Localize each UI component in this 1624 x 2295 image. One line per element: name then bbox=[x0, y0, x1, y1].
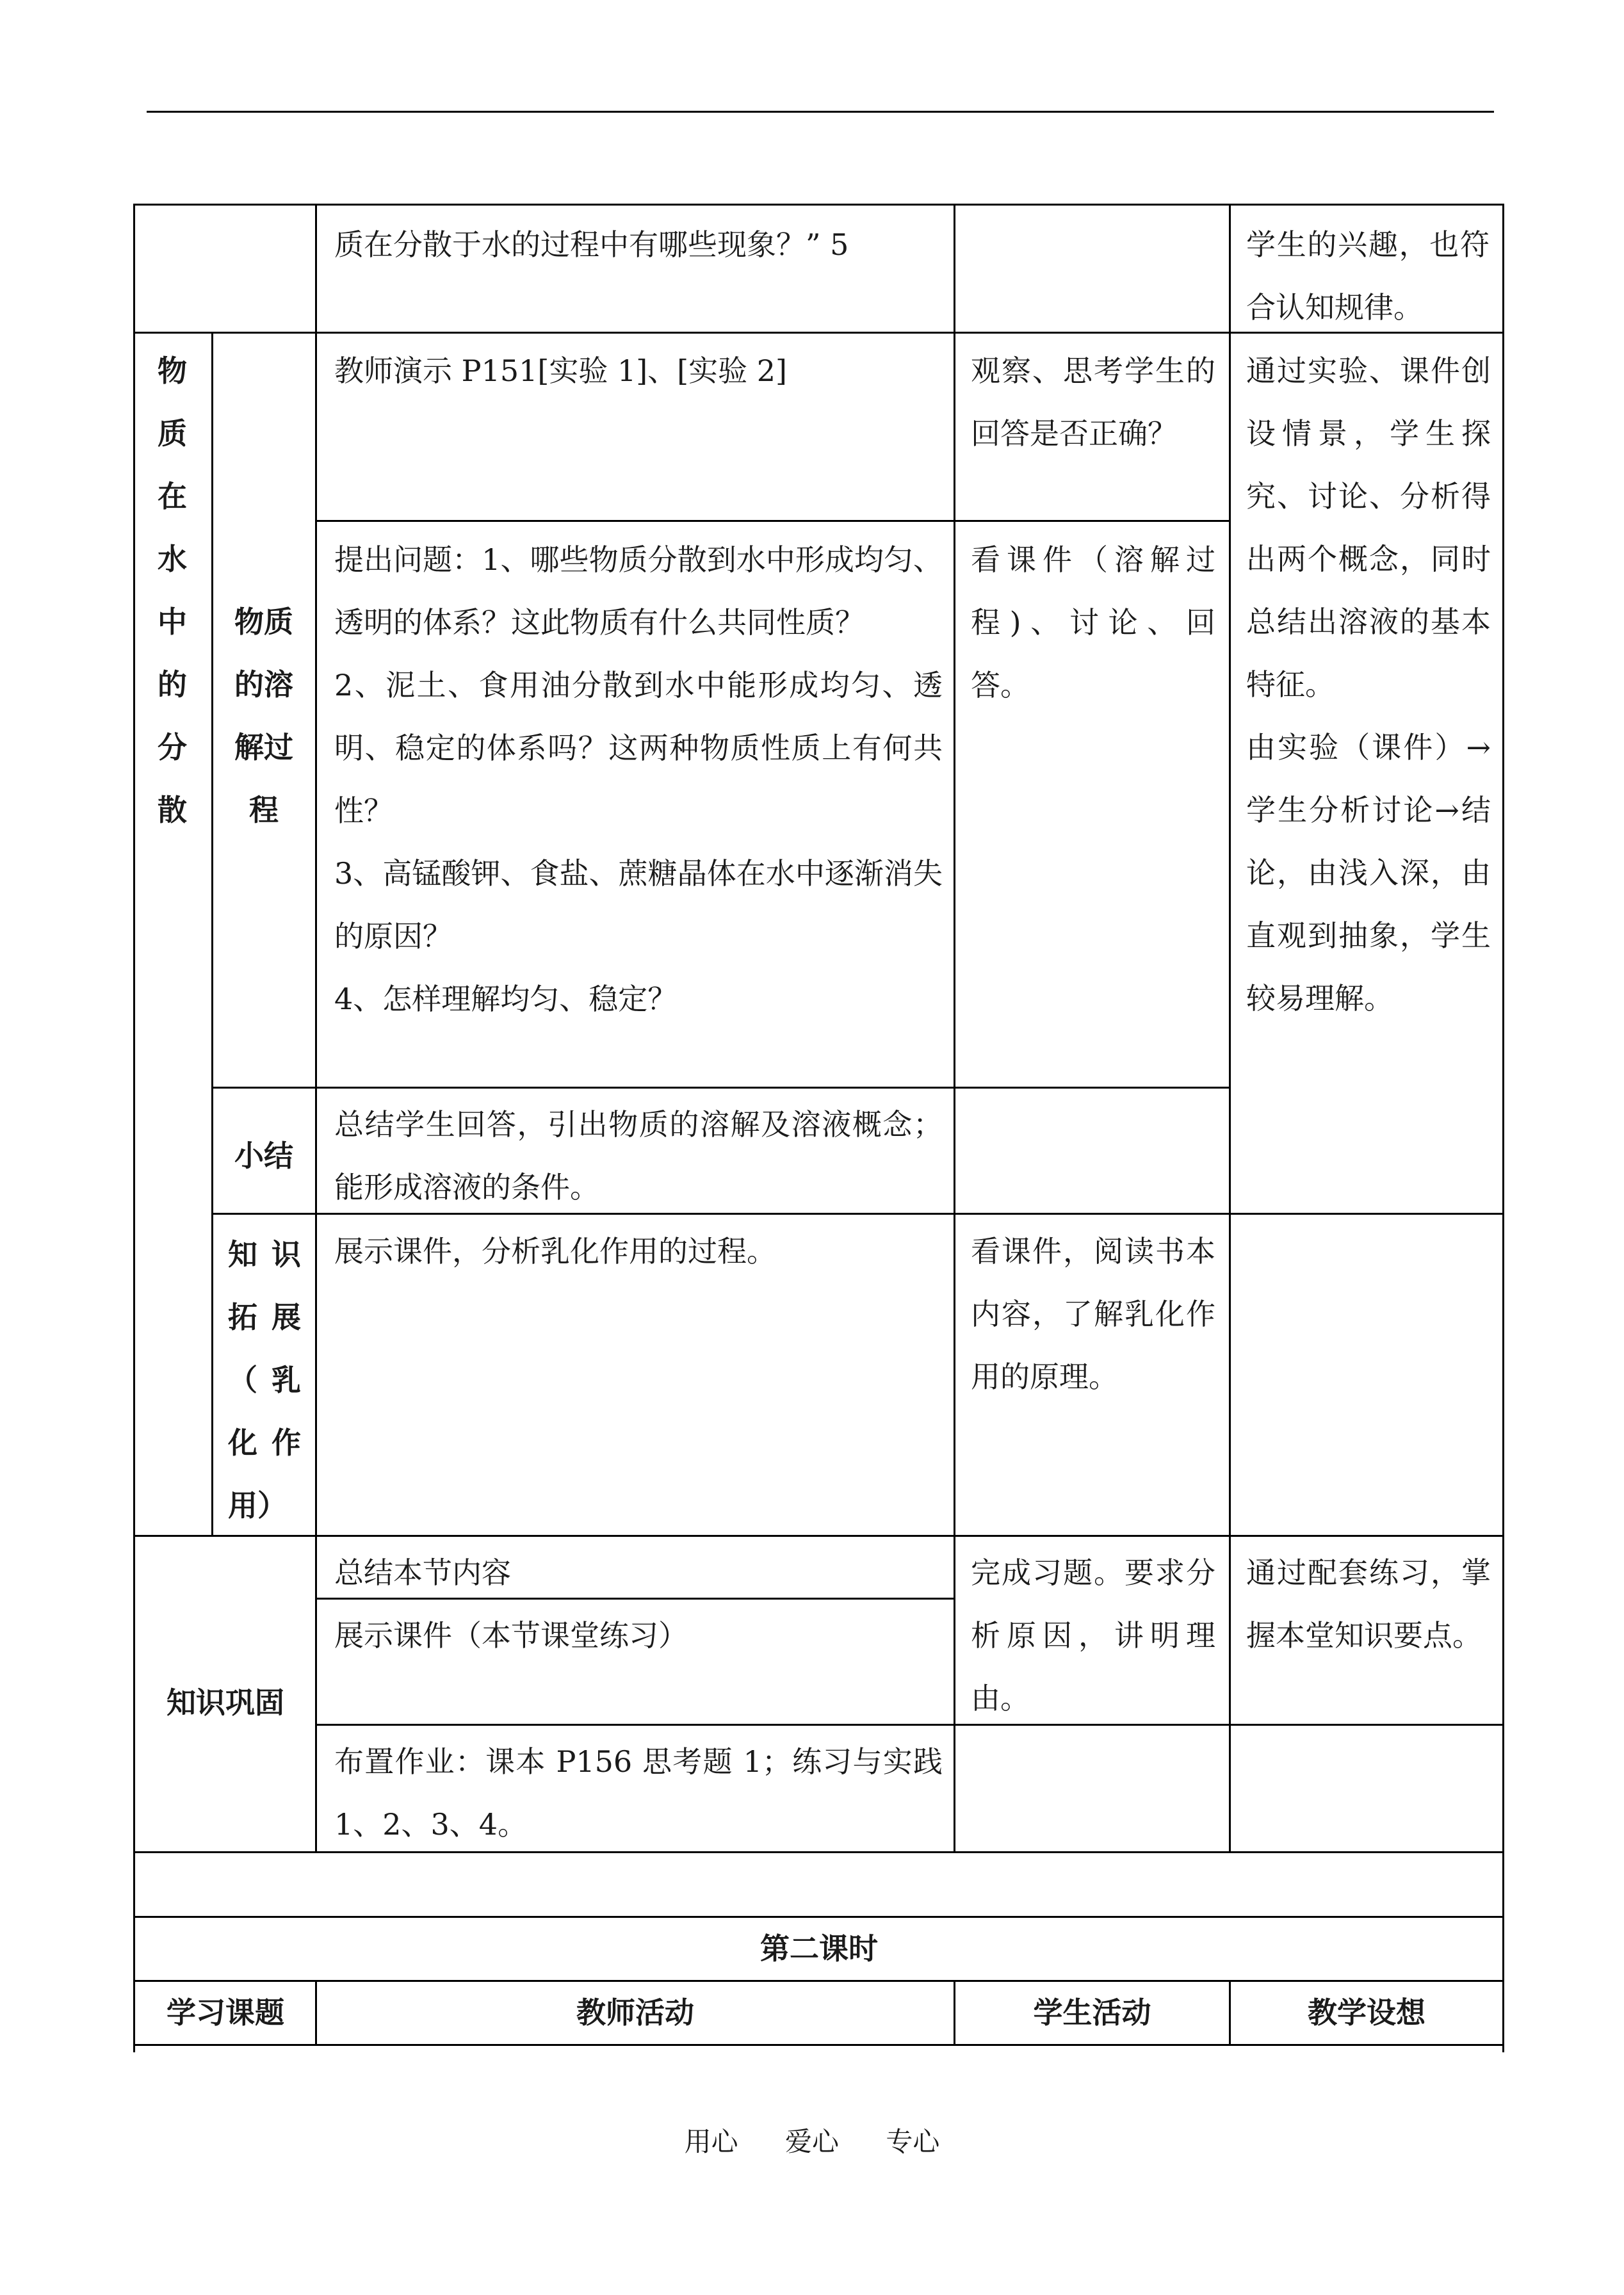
sub-label-dissolve: 物质的溶解过程 bbox=[234, 604, 293, 827]
section-label-vertical: 物 质 在 水 中 的 分 散 bbox=[158, 353, 187, 827]
r1-design-text: 学生的兴趣，也符合认知规律。 bbox=[1246, 227, 1490, 325]
r3-question-2: 2、泥土、食用油分散到水中能形成均匀、透明、稳定的体系吗？这两种物质性质上有何共性？ bbox=[334, 668, 943, 828]
header-teaching-idea: 教学设想 bbox=[1308, 1995, 1425, 2030]
header-topic: 学习课题 bbox=[166, 1995, 284, 2030]
footer-word-3: 专心 bbox=[886, 2126, 940, 2157]
r1-teacher-text: 质在分散于水的过程中有哪些现象？” 5 bbox=[334, 227, 849, 262]
consolidate-teacher-1: 总结本节内容 bbox=[334, 1555, 511, 1590]
header-teacher-activity: 教师活动 bbox=[576, 1995, 694, 2030]
r3-design-block bbox=[1246, 339, 1491, 1030]
footer-word-2: 爱心 bbox=[784, 2126, 839, 2157]
header-rule bbox=[147, 111, 1494, 113]
consolidate-design: 通过配套练习，掌握本堂知识要点。 bbox=[1246, 1555, 1491, 1653]
consolidate-teacher-2: 展示课件（本节课堂练习） bbox=[334, 1618, 688, 1653]
r5-student-text: 看课件，阅读书本内容，了解乳化作用的原理。 bbox=[971, 1234, 1215, 1394]
r3-question-1: 提出问题：1、哪些物质分散到水中形成均匀、透明的体系？这此物质有什么共同性质？ bbox=[334, 542, 943, 640]
r3-question-3: 3、高锰酸钾、食盐、蔗糖晶体在水中逐渐消失的原因？ bbox=[334, 856, 943, 953]
footer-word-1: 用心 bbox=[684, 2126, 738, 2157]
second-lesson-title: 第二课时 bbox=[760, 1931, 878, 1966]
sub-label-summary: 小结 bbox=[234, 1139, 293, 1173]
r3-design-1: 通过实验、课件创设情景，学生探究、讨论、分析得出两个概念，同时总结出溶液的基本特征。 bbox=[1246, 353, 1491, 702]
r3-design-2: 由实验（课件）→学生分析讨论→结论，由浅入深，由直观到抽象，学生较易理解。 bbox=[1246, 730, 1491, 1016]
r3-student-text: 看课件（溶解过程)、讨论、回答。 bbox=[971, 542, 1215, 702]
r2-student-text: 观察、思考学生的回答是否正确？ bbox=[971, 353, 1215, 451]
consolidate-label: 知识巩固 bbox=[166, 1685, 284, 1720]
page-footer bbox=[0, 2121, 1624, 2159]
sub-label-extension: 知识拓展（乳化作用） bbox=[228, 1237, 301, 1523]
consolidate-homework: 布置作业：课本 P156 思考题 1；练习与实践 1、2、3、4。 bbox=[334, 1744, 943, 1842]
header-student-activity: 学生活动 bbox=[1033, 1995, 1151, 2030]
r4-teacher-text: 总结学生回答，引出物质的溶解及溶液概念；能形成溶液的条件。 bbox=[334, 1107, 943, 1204]
consolidate-student: 完成习题。要求分析原因，讲明理由。 bbox=[971, 1555, 1215, 1715]
r3-question-4: 4、怎样理解均匀、稳定？ bbox=[334, 982, 678, 1016]
r2-teacher-text: 教师演示 P151[实验 1]、[实验 2] bbox=[334, 353, 787, 388]
r3-teacher-block bbox=[334, 528, 943, 1030]
r5-teacher-text: 展示课件，分析乳化作用的过程。 bbox=[334, 1234, 776, 1269]
